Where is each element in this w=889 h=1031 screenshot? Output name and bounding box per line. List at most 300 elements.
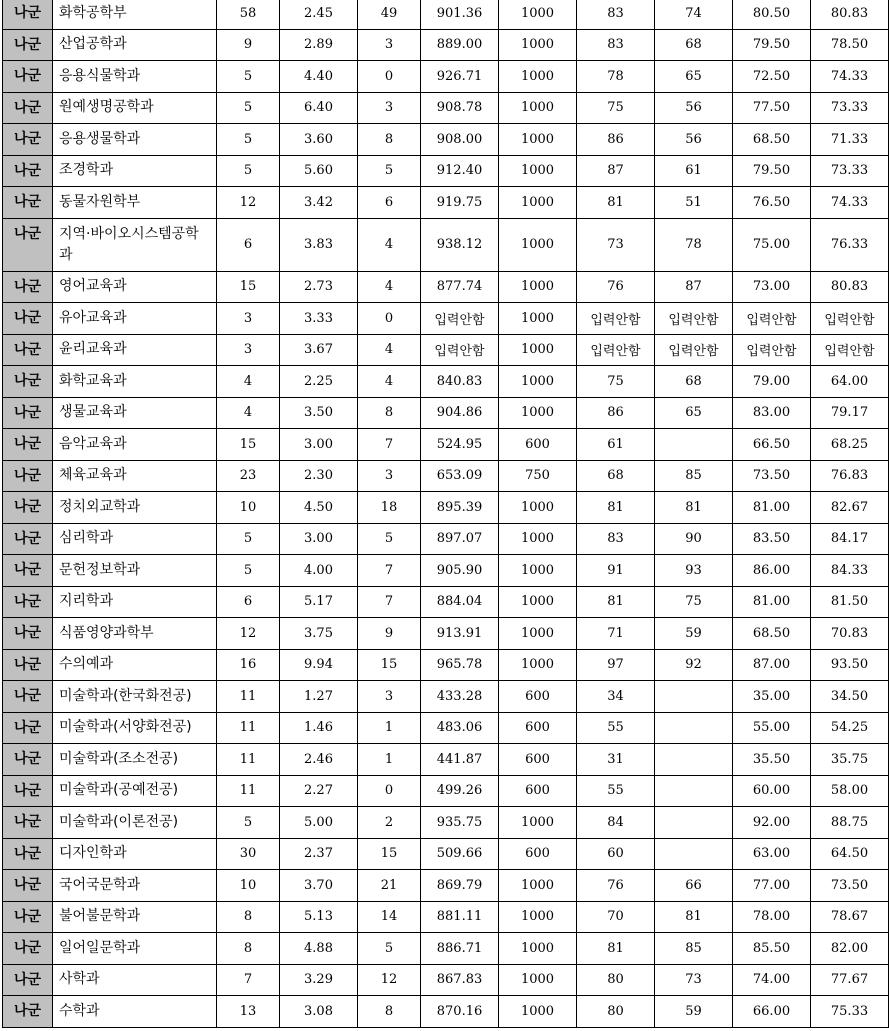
grade-2-cell: 51 (655, 187, 733, 219)
score-cell: 965.78 (421, 649, 499, 681)
grade-3-cell: 73.00 (733, 271, 811, 303)
table-row (3, 681, 889, 713)
grade-4-cell: 84.33 (811, 555, 889, 587)
grade-1-cell: 81 (577, 586, 655, 618)
waitlist-rank-cell: 15 (358, 838, 421, 870)
grade-4-cell: 35.75 (811, 744, 889, 776)
grade-2-cell: 59 (655, 618, 733, 650)
competition-ratio-cell: 3.29 (280, 964, 358, 996)
grade-2-cell: 73 (655, 964, 733, 996)
total-score-cell: 1000 (499, 29, 577, 61)
group-cell: 나군 (3, 901, 53, 933)
grade-3-cell: 68.50 (733, 618, 811, 650)
total-score-cell: 1000 (499, 334, 577, 366)
grade-2-cell: 65 (655, 397, 733, 429)
department-cell: 화학교육과 (53, 366, 217, 398)
waitlist-rank-cell: 4 (358, 366, 421, 398)
total-score-cell: 1000 (499, 124, 577, 156)
admissions-table (2, 0, 889, 1028)
quota-cell: 9 (217, 29, 280, 61)
total-score-cell: 750 (499, 460, 577, 492)
score-cell: 877.74 (421, 271, 499, 303)
quota-cell: 5 (217, 523, 280, 555)
quota-cell: 5 (217, 61, 280, 93)
quota-cell: 15 (217, 271, 280, 303)
quota-cell: 13 (217, 996, 280, 1028)
score-cell: 886.71 (421, 933, 499, 965)
table-row (3, 29, 889, 61)
waitlist-rank-cell: 12 (358, 964, 421, 996)
grade-2-cell (655, 681, 733, 713)
score-cell: 884.04 (421, 586, 499, 618)
table-row (3, 334, 889, 366)
quota-cell: 5 (217, 555, 280, 587)
table-row (3, 933, 889, 965)
table-row (3, 61, 889, 93)
grade-1-cell: 86 (577, 397, 655, 429)
grade-3-cell: 79.50 (733, 155, 811, 187)
quota-cell: 10 (217, 492, 280, 524)
department-cell: 디자인학과 (53, 838, 217, 870)
competition-ratio-cell: 3.42 (280, 187, 358, 219)
table-row (3, 492, 889, 524)
department-cell: 지역·바이오시스템공학과 (53, 218, 217, 271)
grade-4-cell: 74.33 (811, 187, 889, 219)
grade-2-cell: 93 (655, 555, 733, 587)
quota-cell: 6 (217, 218, 280, 271)
group-cell: 나군 (3, 334, 53, 366)
table-row (3, 124, 889, 156)
score-cell: 912.40 (421, 155, 499, 187)
grade-3-cell: 83.50 (733, 523, 811, 555)
grade-3-cell: 85.50 (733, 933, 811, 965)
table-row (3, 712, 889, 744)
department-cell: 영어교육과 (53, 271, 217, 303)
grade-4-cell: 81.50 (811, 586, 889, 618)
waitlist-rank-cell: 4 (358, 334, 421, 366)
table-row (3, 586, 889, 618)
waitlist-rank-cell: 3 (358, 681, 421, 713)
grade-1-cell: 76 (577, 870, 655, 902)
score-cell: 499.26 (421, 775, 499, 807)
quota-cell: 5 (217, 155, 280, 187)
grade-1-cell: 81 (577, 933, 655, 965)
department-cell: 식품영양과학부 (53, 618, 217, 650)
competition-ratio-cell: 5.17 (280, 586, 358, 618)
score-cell: 919.75 (421, 187, 499, 219)
department-cell: 문헌정보학과 (53, 555, 217, 587)
competition-ratio-cell: 2.27 (280, 775, 358, 807)
table-row (3, 271, 889, 303)
grade-4-cell: 88.75 (811, 807, 889, 839)
department-cell: 윤리교육과 (53, 334, 217, 366)
table-row (3, 218, 889, 271)
total-score-cell: 1000 (499, 933, 577, 965)
grade-1-cell: 55 (577, 775, 655, 807)
grade-3-cell: 86.00 (733, 555, 811, 587)
quota-cell: 5 (217, 124, 280, 156)
grade-2-cell: 92 (655, 649, 733, 681)
department-cell: 생물교육과 (53, 397, 217, 429)
grade-4-cell: 입력안함 (811, 334, 889, 366)
grade-3-cell: 77.00 (733, 870, 811, 902)
waitlist-rank-cell: 0 (358, 61, 421, 93)
department-cell: 미술학과(공예전공) (53, 775, 217, 807)
grade-1-cell: 80 (577, 964, 655, 996)
group-cell: 나군 (3, 996, 53, 1028)
total-score-cell: 1000 (499, 870, 577, 902)
competition-ratio-cell: 9.94 (280, 649, 358, 681)
group-cell: 나군 (3, 366, 53, 398)
group-cell: 나군 (3, 838, 53, 870)
grade-1-cell: 80 (577, 996, 655, 1028)
score-cell: 433.28 (421, 681, 499, 713)
group-cell: 나군 (3, 618, 53, 650)
grade-3-cell: 63.00 (733, 838, 811, 870)
competition-ratio-cell: 3.60 (280, 124, 358, 156)
group-cell: 나군 (3, 964, 53, 996)
score-cell: 904.86 (421, 397, 499, 429)
competition-ratio-cell: 3.83 (280, 218, 358, 271)
competition-ratio-cell: 5.13 (280, 901, 358, 933)
grade-4-cell: 74.33 (811, 61, 889, 93)
grade-2-cell: 87 (655, 271, 733, 303)
group-cell: 나군 (3, 218, 53, 271)
grade-1-cell: 75 (577, 366, 655, 398)
score-cell: 908.00 (421, 124, 499, 156)
grade-4-cell: 64.00 (811, 366, 889, 398)
group-cell: 나군 (3, 807, 53, 839)
waitlist-rank-cell: 5 (358, 523, 421, 555)
total-score-cell: 1000 (499, 649, 577, 681)
grade-3-cell: 입력안함 (733, 334, 811, 366)
group-cell: 나군 (3, 0, 53, 29)
quota-cell: 8 (217, 901, 280, 933)
grade-1-cell: 71 (577, 618, 655, 650)
grade-2-cell: 66 (655, 870, 733, 902)
grade-1-cell: 84 (577, 807, 655, 839)
total-score-cell: 1000 (499, 555, 577, 587)
group-cell: 나군 (3, 586, 53, 618)
waitlist-rank-cell: 3 (358, 29, 421, 61)
quota-cell: 8 (217, 933, 280, 965)
group-cell: 나군 (3, 92, 53, 124)
grade-2-cell (655, 838, 733, 870)
group-cell: 나군 (3, 681, 53, 713)
waitlist-rank-cell: 7 (358, 429, 421, 461)
grade-1-cell: 78 (577, 61, 655, 93)
grade-1-cell: 73 (577, 218, 655, 271)
department-cell: 화학공학부 (53, 0, 217, 29)
grade-2-cell: 입력안함 (655, 334, 733, 366)
grade-4-cell: 70.83 (811, 618, 889, 650)
table-row (3, 303, 889, 335)
table-row (3, 838, 889, 870)
waitlist-rank-cell: 5 (358, 155, 421, 187)
competition-ratio-cell: 3.00 (280, 523, 358, 555)
group-cell: 나군 (3, 649, 53, 681)
grade-1-cell: 61 (577, 429, 655, 461)
table-row (3, 429, 889, 461)
quota-cell: 11 (217, 712, 280, 744)
department-cell: 미술학과(한국화전공) (53, 681, 217, 713)
group-cell: 나군 (3, 29, 53, 61)
competition-ratio-cell: 4.00 (280, 555, 358, 587)
total-score-cell: 1000 (499, 271, 577, 303)
grade-4-cell: 78.50 (811, 29, 889, 61)
grade-1-cell: 75 (577, 92, 655, 124)
grade-1-cell: 81 (577, 187, 655, 219)
total-score-cell: 1000 (499, 397, 577, 429)
grade-2-cell (655, 807, 733, 839)
grade-3-cell: 66.50 (733, 429, 811, 461)
grade-4-cell: 75.33 (811, 996, 889, 1028)
grade-2-cell: 61 (655, 155, 733, 187)
quota-cell: 4 (217, 366, 280, 398)
group-cell: 나군 (3, 933, 53, 965)
department-cell: 심리학과 (53, 523, 217, 555)
grade-2-cell: 90 (655, 523, 733, 555)
grade-3-cell: 83.00 (733, 397, 811, 429)
quota-cell: 58 (217, 0, 280, 29)
score-cell: 653.09 (421, 460, 499, 492)
grade-2-cell: 74 (655, 0, 733, 29)
table-row (3, 155, 889, 187)
grade-4-cell: 76.83 (811, 460, 889, 492)
grade-2-cell: 68 (655, 366, 733, 398)
grade-2-cell: 85 (655, 460, 733, 492)
group-cell: 나군 (3, 61, 53, 93)
group-cell: 나군 (3, 744, 53, 776)
department-cell: 산업공학과 (53, 29, 217, 61)
competition-ratio-cell: 5.60 (280, 155, 358, 187)
grade-3-cell: 80.50 (733, 0, 811, 29)
total-score-cell: 1000 (499, 807, 577, 839)
grade-3-cell: 78.00 (733, 901, 811, 933)
competition-ratio-cell: 2.46 (280, 744, 358, 776)
quota-cell: 11 (217, 681, 280, 713)
department-cell: 미술학과(서양화전공) (53, 712, 217, 744)
grade-4-cell: 64.50 (811, 838, 889, 870)
grade-1-cell: 83 (577, 29, 655, 61)
waitlist-rank-cell: 15 (358, 649, 421, 681)
department-cell: 원예생명공학과 (53, 92, 217, 124)
grade-3-cell: 92.00 (733, 807, 811, 839)
competition-ratio-cell: 1.27 (280, 681, 358, 713)
competition-ratio-cell: 3.08 (280, 996, 358, 1028)
grade-1-cell: 60 (577, 838, 655, 870)
grade-4-cell: 73.33 (811, 155, 889, 187)
grade-4-cell: 82.00 (811, 933, 889, 965)
waitlist-rank-cell: 0 (358, 775, 421, 807)
competition-ratio-cell: 2.25 (280, 366, 358, 398)
waitlist-rank-cell: 18 (358, 492, 421, 524)
grade-4-cell: 78.67 (811, 901, 889, 933)
table-row (3, 187, 889, 219)
quota-cell: 16 (217, 649, 280, 681)
table-row (3, 366, 889, 398)
department-cell: 미술학과(조소전공) (53, 744, 217, 776)
quota-cell: 10 (217, 870, 280, 902)
grade-2-cell: 81 (655, 492, 733, 524)
total-score-cell: 1000 (499, 996, 577, 1028)
grade-2-cell: 입력안함 (655, 303, 733, 335)
department-cell: 체육교육과 (53, 460, 217, 492)
table-row (3, 523, 889, 555)
group-cell: 나군 (3, 712, 53, 744)
group-cell: 나군 (3, 303, 53, 335)
quota-cell: 6 (217, 586, 280, 618)
score-cell: 895.39 (421, 492, 499, 524)
score-cell: 935.75 (421, 807, 499, 839)
group-cell: 나군 (3, 155, 53, 187)
grade-1-cell: 83 (577, 523, 655, 555)
department-cell: 동물자원학부 (53, 187, 217, 219)
score-cell: 897.07 (421, 523, 499, 555)
grade-3-cell: 66.00 (733, 996, 811, 1028)
waitlist-rank-cell: 0 (358, 303, 421, 335)
waitlist-rank-cell: 8 (358, 397, 421, 429)
grade-4-cell: 58.00 (811, 775, 889, 807)
quota-cell: 11 (217, 775, 280, 807)
grade-2-cell: 78 (655, 218, 733, 271)
score-cell: 840.83 (421, 366, 499, 398)
total-score-cell: 1000 (499, 366, 577, 398)
grade-4-cell: 79.17 (811, 397, 889, 429)
department-cell: 정치외교학과 (53, 492, 217, 524)
grade-4-cell: 71.33 (811, 124, 889, 156)
department-cell: 불어불문학과 (53, 901, 217, 933)
department-cell: 응용식물학과 (53, 61, 217, 93)
grade-4-cell: 73.50 (811, 870, 889, 902)
score-cell: 869.79 (421, 870, 499, 902)
grade-2-cell (655, 744, 733, 776)
score-cell: 입력안함 (421, 334, 499, 366)
score-cell: 881.11 (421, 901, 499, 933)
waitlist-rank-cell: 3 (358, 92, 421, 124)
grade-4-cell: 80.83 (811, 0, 889, 29)
grade-3-cell: 35.00 (733, 681, 811, 713)
competition-ratio-cell: 2.45 (280, 0, 358, 29)
grade-3-cell: 75.00 (733, 218, 811, 271)
total-score-cell: 1000 (499, 964, 577, 996)
table-row (3, 618, 889, 650)
waitlist-rank-cell: 3 (358, 460, 421, 492)
quota-cell: 15 (217, 429, 280, 461)
department-cell: 국어국문학과 (53, 870, 217, 902)
competition-ratio-cell: 3.50 (280, 397, 358, 429)
grade-1-cell: 70 (577, 901, 655, 933)
grade-2-cell: 56 (655, 124, 733, 156)
total-score-cell: 1000 (499, 218, 577, 271)
grade-3-cell: 35.50 (733, 744, 811, 776)
score-cell: 913.91 (421, 618, 499, 650)
total-score-cell: 1000 (499, 901, 577, 933)
grade-2-cell (655, 712, 733, 744)
grade-1-cell: 81 (577, 492, 655, 524)
table-row (3, 0, 889, 29)
total-score-cell: 1000 (499, 303, 577, 335)
department-cell: 조경학과 (53, 155, 217, 187)
competition-ratio-cell: 2.37 (280, 838, 358, 870)
grade-1-cell: 입력안함 (577, 334, 655, 366)
table-row (3, 996, 889, 1028)
table-row (3, 807, 889, 839)
total-score-cell: 1000 (499, 155, 577, 187)
score-cell: 입력안함 (421, 303, 499, 335)
grade-3-cell: 81.00 (733, 492, 811, 524)
grade-4-cell: 77.67 (811, 964, 889, 996)
grade-1-cell: 87 (577, 155, 655, 187)
table-row (3, 775, 889, 807)
grade-3-cell: 74.00 (733, 964, 811, 996)
table-row (3, 964, 889, 996)
group-cell: 나군 (3, 271, 53, 303)
grade-1-cell: 83 (577, 0, 655, 29)
score-cell: 441.87 (421, 744, 499, 776)
waitlist-rank-cell: 4 (358, 218, 421, 271)
total-score-cell: 600 (499, 775, 577, 807)
table-row (3, 744, 889, 776)
competition-ratio-cell: 3.67 (280, 334, 358, 366)
group-cell: 나군 (3, 492, 53, 524)
waitlist-rank-cell: 1 (358, 712, 421, 744)
grade-4-cell: 84.17 (811, 523, 889, 555)
grade-4-cell: 68.25 (811, 429, 889, 461)
group-cell: 나군 (3, 397, 53, 429)
grade-4-cell: 54.25 (811, 712, 889, 744)
total-score-cell: 1000 (499, 618, 577, 650)
grade-1-cell: 68 (577, 460, 655, 492)
score-cell: 870.16 (421, 996, 499, 1028)
total-score-cell: 1000 (499, 187, 577, 219)
waitlist-rank-cell: 7 (358, 586, 421, 618)
grade-1-cell: 86 (577, 124, 655, 156)
waitlist-rank-cell: 6 (358, 187, 421, 219)
grade-3-cell: 60.00 (733, 775, 811, 807)
score-cell: 509.66 (421, 838, 499, 870)
grade-1-cell: 97 (577, 649, 655, 681)
waitlist-rank-cell: 8 (358, 996, 421, 1028)
competition-ratio-cell: 5.00 (280, 807, 358, 839)
grade-4-cell: 입력안함 (811, 303, 889, 335)
waitlist-rank-cell: 7 (358, 555, 421, 587)
department-cell: 수학과 (53, 996, 217, 1028)
total-score-cell: 1000 (499, 0, 577, 29)
group-cell: 나군 (3, 523, 53, 555)
waitlist-rank-cell: 2 (358, 807, 421, 839)
total-score-cell: 1000 (499, 523, 577, 555)
quota-cell: 5 (217, 807, 280, 839)
grade-4-cell: 76.33 (811, 218, 889, 271)
department-cell: 지리학과 (53, 586, 217, 618)
competition-ratio-cell: 3.33 (280, 303, 358, 335)
score-cell: 867.83 (421, 964, 499, 996)
grade-3-cell: 72.50 (733, 61, 811, 93)
grade-3-cell: 77.50 (733, 92, 811, 124)
group-cell: 나군 (3, 555, 53, 587)
waitlist-rank-cell: 14 (358, 901, 421, 933)
competition-ratio-cell: 2.89 (280, 29, 358, 61)
competition-ratio-cell: 6.40 (280, 92, 358, 124)
grade-1-cell: 입력안함 (577, 303, 655, 335)
grade-2-cell: 81 (655, 901, 733, 933)
grade-4-cell: 82.67 (811, 492, 889, 524)
grade-4-cell: 80.83 (811, 271, 889, 303)
grade-1-cell: 55 (577, 712, 655, 744)
waitlist-rank-cell: 4 (358, 271, 421, 303)
grade-2-cell: 68 (655, 29, 733, 61)
